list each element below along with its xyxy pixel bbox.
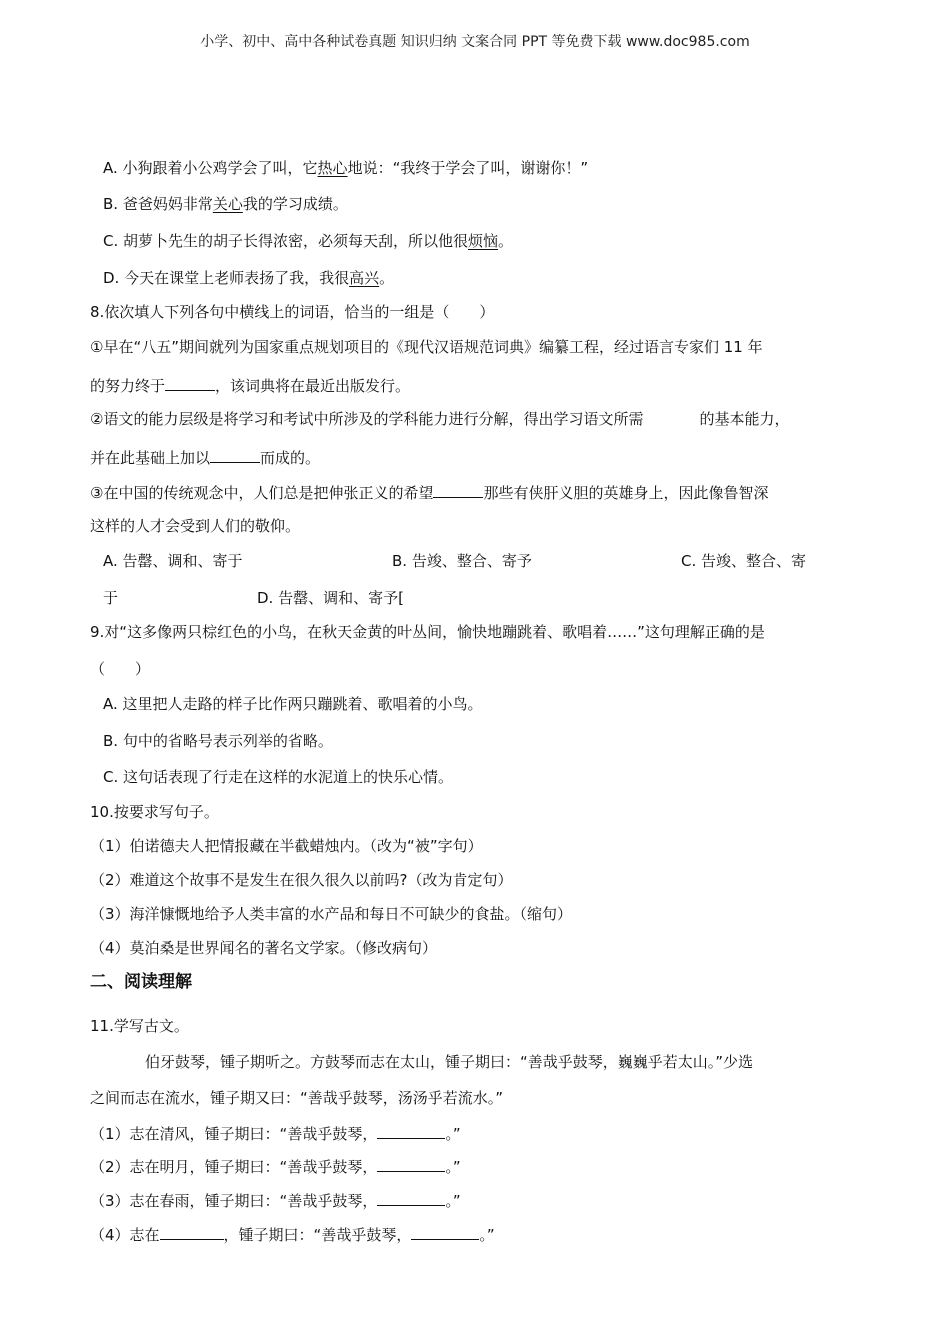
q10-item-4: （4）莫泊桑是世界闻名的著名文学家。（修改病句） xyxy=(90,939,438,957)
q10-item-3: （3）海洋慷慨地给予人类丰富的水产品和每日不可缺少的食盐。（缩句） xyxy=(90,905,573,923)
q8-option-c-continued: 于 xyxy=(103,589,119,607)
option-text: 。 xyxy=(379,269,395,287)
fill-blank[interactable] xyxy=(160,1223,224,1240)
q10-stem: 10.按要求写句子。 xyxy=(90,803,219,821)
option-text: D. 今天在课堂上老师表扬了我，我很 xyxy=(103,269,350,287)
q8-stem: 8.依次填人下列各句中横线上的词语，恰当的一组是（ ） xyxy=(90,303,495,321)
q9-option-c: C. 这句话表现了行走在这样的水泥道上的快乐心情。 xyxy=(103,768,454,786)
q8-option-d: D. 告罄、调和、寄予[ xyxy=(257,589,404,607)
sentence-text: ③在中国的传统观念中，人们总是把伸张正义的希望 xyxy=(90,484,434,502)
fill-blank[interactable] xyxy=(411,1223,479,1240)
sentence-text: 并在此基础上加以 xyxy=(90,449,211,467)
sentence-text: 那些有侠肝义胆的英雄身上，因此像鲁智深 xyxy=(483,484,769,502)
q11-passage-line1: 伯牙鼓琴，锺子期听之。方鼓琴而志在太山，锺子期曰：“善哉乎鼓琴，巍巍乎若太山。”少选 xyxy=(145,1053,754,1071)
q9-option-a: A. 这里把人走路的样子比作两只蹦跳着、歌唱着的小鸟。 xyxy=(103,695,483,713)
section-title: 二、阅读理解 xyxy=(90,972,192,992)
q8-sentence3-line1 xyxy=(90,481,768,503)
option-text: B. 爸爸妈妈非常 xyxy=(103,195,213,213)
underlined-word: 关心 xyxy=(212,195,243,213)
sentence-text: 而成的。 xyxy=(260,449,321,467)
underlined-word: 热心 xyxy=(317,159,348,177)
fill-blank[interactable] xyxy=(210,446,260,463)
fill-blank[interactable] xyxy=(377,1189,445,1206)
item-text: （2）志在明月，锺子期曰：“善哉乎鼓琴， xyxy=(90,1158,378,1176)
fill-blank[interactable] xyxy=(377,1122,445,1139)
item-text: 。” xyxy=(479,1226,495,1244)
q10-item-2: （2）难道这个故事不是发生在很久很久以前吗?（改为肯定句） xyxy=(90,871,513,889)
sentence-text: ，该词典将在最近出版发行。 xyxy=(215,377,411,395)
item-text: （3）志在春雨，锺子期曰：“善哉乎鼓琴， xyxy=(90,1192,378,1210)
item-text: （1）志在清风，锺子期曰：“善哉乎鼓琴， xyxy=(90,1125,378,1143)
q7-option-a xyxy=(103,158,588,178)
q9-stem: 9.对“这多像两只棕红色的小鸟，在秋天金黄的叶丛间，愉快地蹦跳着、歌唱着……”这句理解正确的是 xyxy=(90,623,765,641)
q11-passage-line2: 之间而志在流水，锺子期又曰：“善哉乎鼓琴，汤汤乎若流水。” xyxy=(90,1089,504,1107)
page-header: 小学、初中、高中各种试卷真题 知识归纳 文案合同 PPT 等免费下载 www.doc985.com xyxy=(200,34,750,50)
sentence-text: 的努力终于 xyxy=(90,377,166,395)
fill-blank[interactable] xyxy=(377,1155,445,1172)
underlined-word: 高兴 xyxy=(349,269,380,287)
q11-item-2 xyxy=(90,1155,461,1177)
underlined-word: 烦恼 xyxy=(468,232,499,250)
item-text: ，锺子期曰：“善哉乎鼓琴， xyxy=(223,1226,412,1244)
q9-option-b: B. 句中的省略号表示列举的省略。 xyxy=(103,732,333,750)
q8-sentence3-line2: 这样的人才会受到人们的敬仰。 xyxy=(90,517,301,535)
q7-option-d xyxy=(103,268,394,288)
option-text: A. 小狗跟着小公鸡学会了叫，它 xyxy=(103,159,318,177)
q8-sentence2-line2 xyxy=(90,446,320,468)
sentence-text: 的基本能力， xyxy=(699,410,790,428)
q8-option-a: A. 告罄、调和、寄于 xyxy=(103,552,243,570)
option-text: 。 xyxy=(498,232,514,250)
item-text: 。” xyxy=(445,1192,461,1210)
q8-option-c: C. 告竣、整合、寄 xyxy=(681,552,807,570)
q8-sentence1-line1: ①早在“八五”期间就列为国家重点规划项目的《现代汉语规范词典》编纂工程，经过语言专家们 11 年 xyxy=(90,338,763,356)
q11-stem: 11.学写古文。 xyxy=(90,1017,189,1035)
q11-item-1 xyxy=(90,1122,461,1144)
option-text: 地说：“我终于学会了叫，谢谢你！” xyxy=(347,159,589,177)
q8-option-b: B. 告竣、整合、寄予 xyxy=(392,552,532,570)
option-text: 我的学习成绩。 xyxy=(242,195,348,213)
q11-item-4 xyxy=(90,1223,495,1245)
option-text: C. 胡萝卜先生的胡子长得浓密，必须每天刮，所以他很 xyxy=(103,232,469,250)
fill-blank[interactable] xyxy=(165,374,215,391)
item-text: 。” xyxy=(445,1125,461,1143)
q9-answer-paren: （ ） xyxy=(90,660,151,678)
item-text: 。” xyxy=(445,1158,461,1176)
q8-sentence1-line2 xyxy=(90,374,410,396)
sentence-text: ②语文的能力层级是将学习和考试中所涉及的学科能力进行分解，得出学习语文所需 xyxy=(90,410,644,428)
q7-option-b xyxy=(103,194,348,214)
item-text: （4）志在 xyxy=(90,1226,160,1244)
fill-blank[interactable] xyxy=(433,481,483,498)
q7-option-c xyxy=(103,231,513,251)
q10-item-1: （1）伯诺德夫人把情报藏在半截蜡烛内。（改为“被”字句） xyxy=(90,837,483,855)
q11-item-3 xyxy=(90,1189,461,1211)
q8-sentence2-line1 xyxy=(90,409,789,429)
